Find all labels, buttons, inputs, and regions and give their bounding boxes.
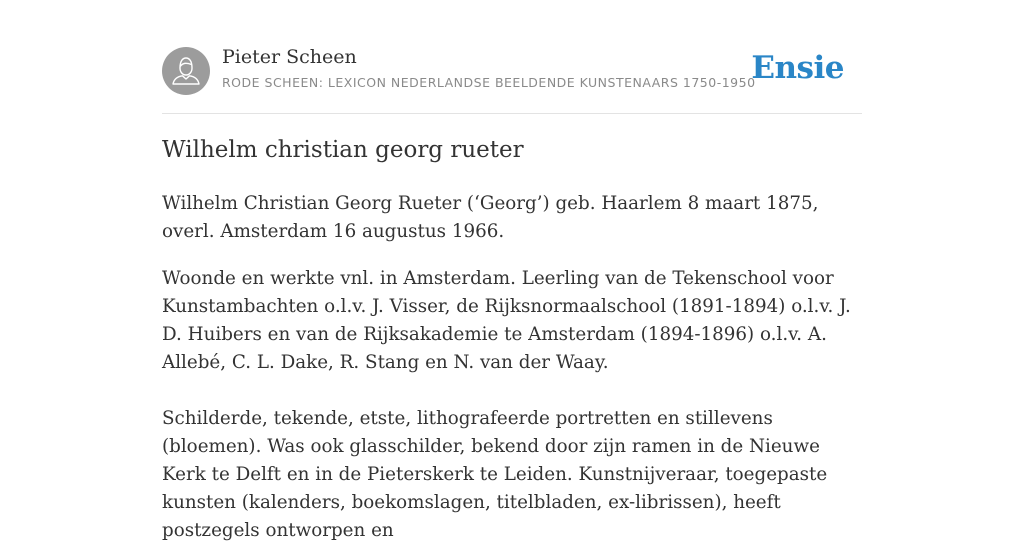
author-avatar[interactable]	[162, 47, 210, 95]
ensie-logo[interactable]: Ensie	[751, 50, 844, 86]
user-placeholder-icon	[162, 47, 210, 95]
author-name[interactable]: Pieter Scheen	[222, 46, 357, 68]
article-header	[162, 0, 862, 114]
paragraph-education: Woonde en werkte vnl. in Amsterdam. Leerling van de Tekenschool voor Kunstambachten o.l.v. J. Visser, de Rijksnormaalschool (1891-1894) o.l.v. J. D. Huibers en van de Rijksakademie te Amsterdam (1894-1896) o.l.v. A. Allebé, C. L. Dake, R. Stang en N. van der Waay.	[162, 268, 851, 373]
paragraph-work: Schilderde, tekende, etste, lithografeerde portretten en stillevens (bloemen). Was ook glasschilder, bekend door zijn ramen in de Nieuwe Kerk te Delft en in de Pieterskerk te Leiden. Kunstnijveraar, toegepaste kunsten (kalenders, boekomslagen, titelbladen, ex-librissen), heeft postzegels ontworpen en	[162, 408, 828, 541]
article-body	[162, 190, 862, 545]
paragraph-birth-death: Wilhelm Christian Georg Rueter (‘Georg’) geb. Haarlem 8 maart 1875, overl. Amsterdam 16 augustus 1966.	[162, 193, 819, 242]
source-title[interactable]: RODE SCHEEN: LEXICON NEDERLANDSE BEELDENDE KUNSTENAARS 1750-1950	[222, 75, 756, 90]
article-title: Wilhelm christian georg rueter	[162, 137, 524, 163]
article-container	[162, 0, 862, 541]
